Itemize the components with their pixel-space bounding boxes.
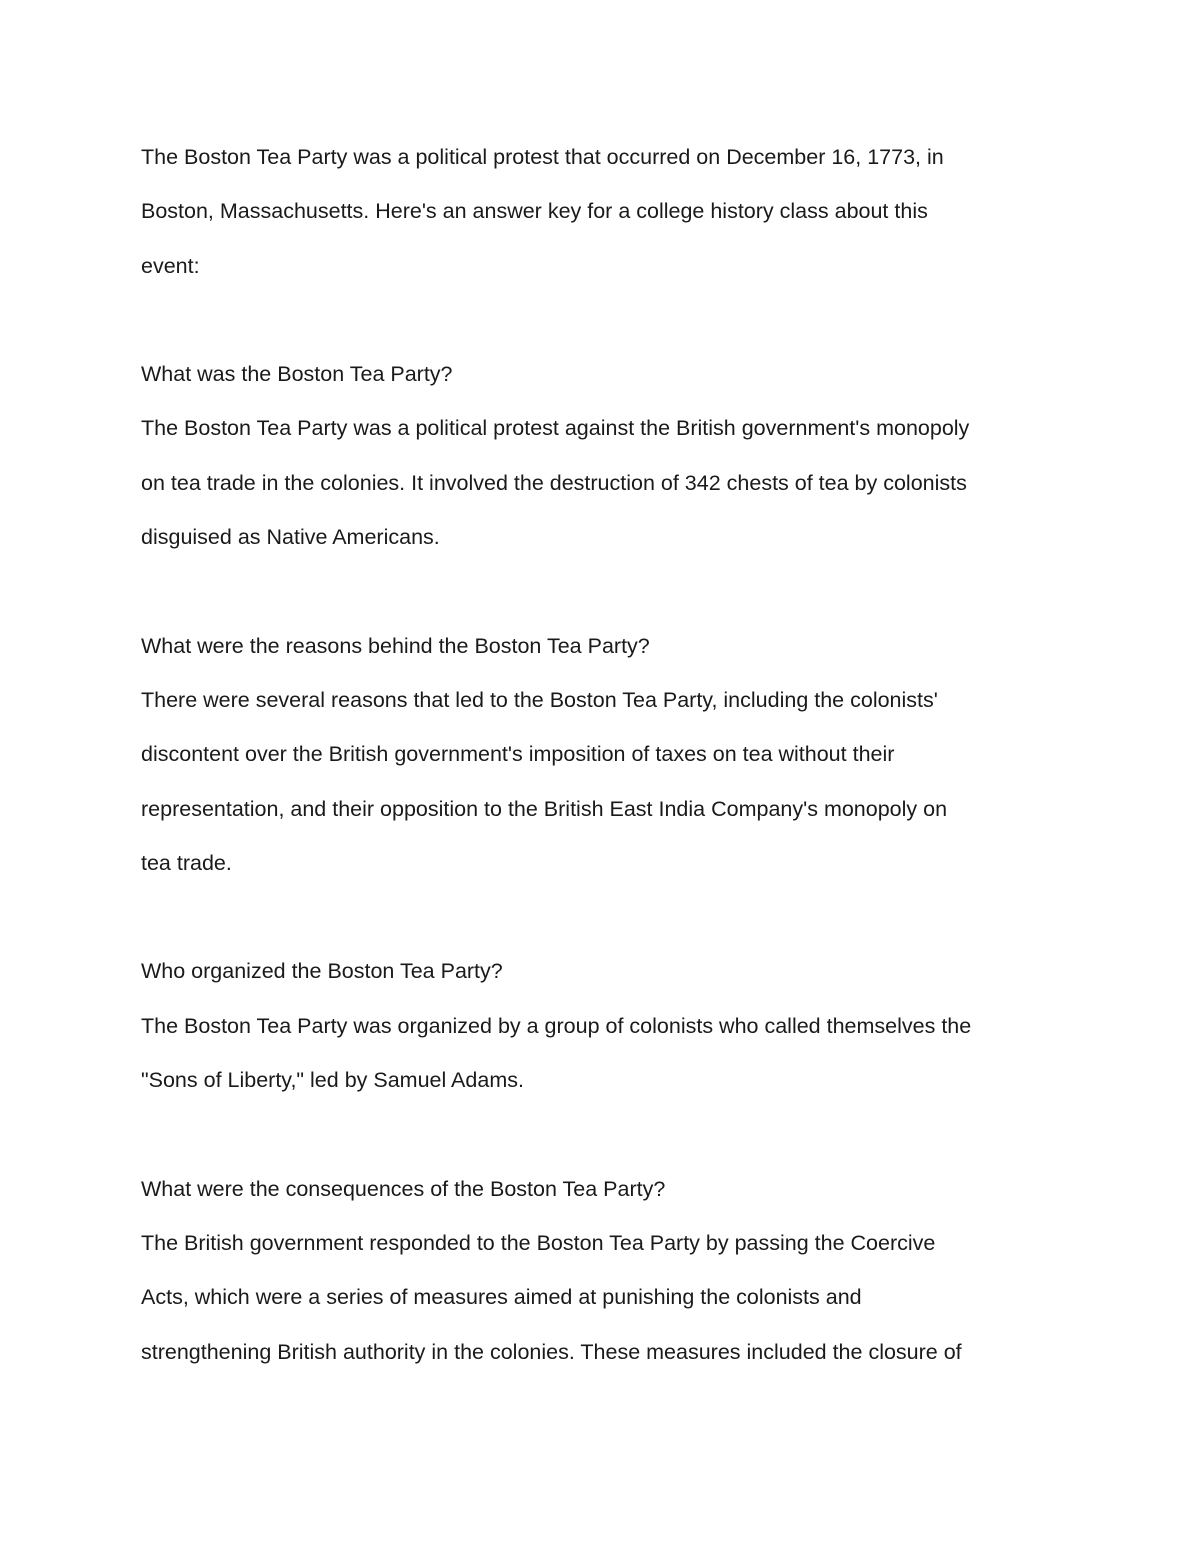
document-body — [141, 130, 1061, 1379]
paragraph-spacer — [141, 564, 1061, 618]
qa-section-3 — [141, 944, 1061, 1107]
question-heading: What was the Boston Tea Party? — [141, 362, 453, 387]
paragraph-spacer — [141, 890, 1061, 944]
qa-section-1 — [141, 347, 1061, 564]
qa-section-4 — [141, 1162, 1061, 1379]
question-heading: What were the consequences of the Boston Tea Party? — [141, 1176, 666, 1201]
answer-line: Acts, which were a series of measures aimed at punishing the colonists and — [141, 1285, 862, 1310]
answer-line: tea trade. — [141, 850, 232, 875]
answer-line: There were several reasons that led to the Boston Tea Party, including the colonists' — [141, 687, 938, 712]
answer-line: The British government responded to the Boston Tea Party by passing the Coercive — [141, 1230, 936, 1255]
answer-line: strengthening British authority in the colonies. These measures included the closure of — [141, 1339, 962, 1364]
paragraph-spacer — [141, 1107, 1061, 1161]
answer-line: The Boston Tea Party was a political protest against the British government's monopoly — [141, 416, 970, 441]
answer-line: on tea trade in the colonies. It involved the destruction of 342 chests of tea by colonists — [141, 470, 967, 495]
answer-line: The Boston Tea Party was organized by a group of colonists who called themselves the — [141, 1013, 972, 1038]
answer-line: disguised as Native Americans. — [141, 525, 440, 550]
intro-line: event: — [141, 253, 200, 278]
paragraph-spacer — [141, 293, 1061, 347]
question-heading: Who organized the Boston Tea Party? — [141, 959, 503, 984]
answer-line: "Sons of Liberty," led by Samuel Adams. — [141, 1068, 524, 1093]
answer-line: discontent over the British government's imposition of taxes on tea without their — [141, 742, 895, 767]
qa-section-2 — [141, 619, 1061, 890]
intro-paragraph — [141, 130, 1061, 293]
answer-line: representation, and their opposition to the British East India Company's monopoly on — [141, 796, 948, 821]
question-heading: What were the reasons behind the Boston Tea Party? — [141, 633, 650, 658]
intro-line: Boston, Massachusetts. Here's an answer key for a college history class about this — [141, 199, 928, 224]
intro-line: The Boston Tea Party was a political protest that occurred on December 16, 1773, in — [141, 145, 944, 169]
